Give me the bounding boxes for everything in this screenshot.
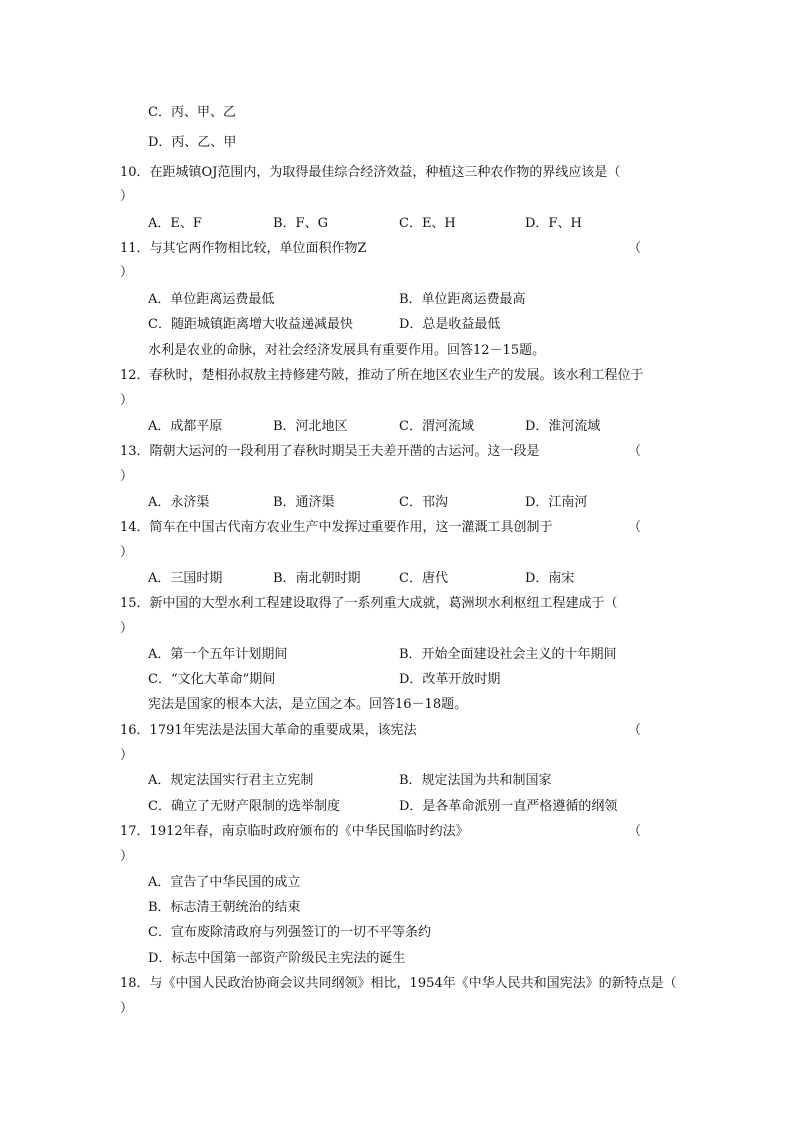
q10-close-paren: ） (120, 189, 134, 204)
q16-close-paren: ） (120, 748, 134, 763)
q16-option-a: A．规定法国实行君主立宪制 (148, 773, 314, 788)
q10-option-b: B．F、G (273, 216, 328, 231)
q17-stem: 17．1912年春，南京临时政府颁布的《中华民国临时约法》 (120, 824, 469, 839)
q10-option-c: C．E、H (399, 216, 456, 231)
q18-close-paren: ） (120, 1001, 134, 1016)
q13-option-b: B．通济渠 (273, 495, 335, 510)
q17-option-b: B．标志清王朝统治的结束 (148, 900, 301, 915)
q12-option-d: D．淮河流域 (525, 419, 601, 434)
q13-option-c: C．邗沟 (399, 495, 448, 510)
q11-option-a: A．单位距离运费最低 (148, 292, 275, 307)
q16-open-paren: （ (628, 723, 642, 738)
q17-option-d: D．标志中国第一部资产阶级民主宪法的诞生 (148, 951, 406, 966)
q15-close-paren: ） (120, 621, 134, 636)
q14-option-b: B．南北朝时期 (273, 571, 361, 586)
q14-open-paren: （ (628, 520, 642, 535)
q14-option-d: D．南宋 (525, 571, 575, 586)
q10-option-d: D．F、H (525, 216, 582, 231)
q13-stem: 13．隋朝大运河的一段利用了春秋时期吴王夫差开凿的古运河。这一段是 (120, 444, 540, 459)
q10-stem: 10．在距城镇OJ范围内，为取得最佳综合经济效益，种植这三种农作物的界线应该是（ (120, 165, 621, 180)
q14-option-a: A．三国时期 (148, 571, 223, 586)
q13-option-d: D．江南河 (525, 495, 588, 510)
q11-open-paren: （ (628, 241, 642, 256)
q14-stem: 14．简车在中国古代南方农业生产中发挥过重要作用，这一灌溉工具创制于 (120, 520, 553, 535)
q12-close-paren: ） (120, 393, 134, 408)
q12-stem: 12．春秋时，楚相孙叔敖主持修建芍陂，推动了所在地区农业生产的发展。该水利工程位于 (120, 368, 644, 383)
q12-option-c: C．渭河流域 (399, 419, 474, 434)
q11-option-c: C．随距城镇距离增大收益递减最快 (148, 317, 353, 332)
q13-open-paren: （ (628, 444, 642, 459)
q9-option-d: D．丙、乙、甲 (148, 135, 237, 150)
q17-close-paren: ） (120, 849, 134, 864)
q16-option-c: C．确立了无财产限制的选举制度 (148, 799, 340, 814)
q17-option-a: A．宣告了中华民国的成立 (148, 875, 301, 890)
section-intro-16-18: 宪法是国家的根本大法，是立国之本。回答16－18题。 (148, 697, 468, 712)
q15-option-b: B．开始全面建设社会主义的十年期间 (399, 647, 617, 662)
q14-close-paren: ） (120, 545, 134, 560)
q11-option-d: D．总是收益最低 (399, 317, 501, 332)
q16-option-b: B．规定法国为共和制国家 (399, 773, 552, 788)
q10-option-a: A．E、F (148, 216, 202, 231)
q16-option-d: D．是各革命派别一直严格遵循的纲领 (399, 799, 618, 814)
q12-option-b: B．河北地区 (273, 419, 348, 434)
q15-option-c: C．“文化大革命”期间 (148, 672, 276, 687)
q11-close-paren: ） (120, 265, 134, 280)
q17-open-paren: （ (628, 824, 642, 839)
q15-option-d: D．改革开放时期 (399, 672, 501, 687)
q13-option-a: A．永济渠 (148, 495, 210, 510)
q13-close-paren: ） (120, 469, 134, 484)
q14-option-c: C．唐代 (399, 571, 448, 586)
q15-option-a: A．第一个五年计划期间 (148, 647, 288, 662)
q11-stem: 11．与其它两作物相比较，单位面积作物Z (120, 241, 367, 256)
q17-option-c: C．宣布废除清政府与列强签订的一切不平等条约 (148, 925, 431, 940)
q11-option-b: B．单位距离运费最高 (399, 292, 526, 307)
q16-stem: 16．1791年宪法是法国大革命的重要成果，该宪法 (120, 723, 417, 738)
q12-option-a: A．成都平原 (148, 419, 223, 434)
q9-option-c: C．丙、甲、乙 (148, 105, 236, 120)
q18-stem: 18．与《中国人民政治协商会议共同纲领》相比，1954年《中华人民共和国宪法》的新特点是（ (120, 976, 677, 991)
section-intro-12-15: 水利是农业的命脉，对社会经济发展具有重要作用。回答12－15题。 (148, 343, 546, 358)
q15-stem: 15．新中国的大型水利工程建设取得了一系列重大成就，葛洲坝水利枢纽工程建成于（ (120, 596, 618, 611)
